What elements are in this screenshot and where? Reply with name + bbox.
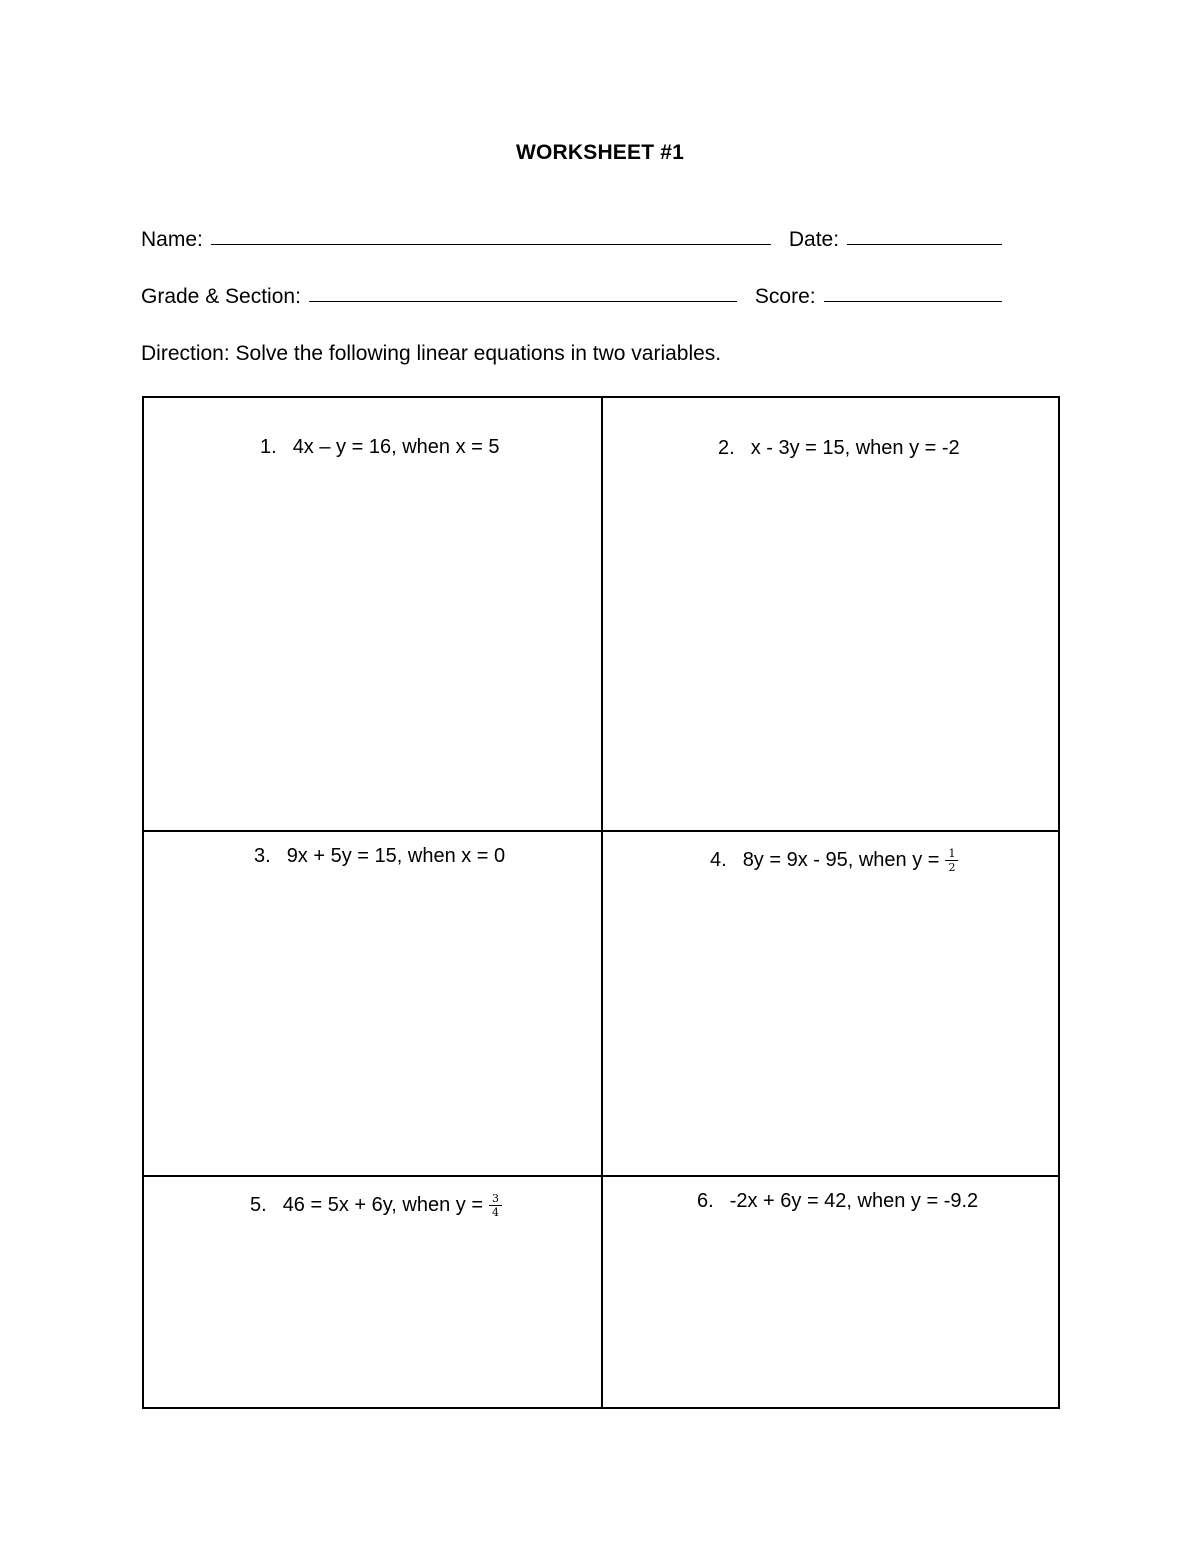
problem-equation: -2x + 6y = 42, when y = -9.2: [729, 1190, 979, 1212]
name-date-row: [141, 227, 1020, 252]
fraction: [489, 1193, 502, 1218]
problem-2: [718, 437, 960, 460]
fraction-numerator: 1: [945, 848, 958, 861]
grid-divider-horizontal-2: [144, 1175, 1058, 1177]
problem-3: [254, 845, 505, 868]
fraction: [945, 848, 958, 873]
problem-5: [250, 1193, 502, 1218]
problem-6: [697, 1190, 978, 1213]
grade-section-blank[interactable]: [309, 283, 737, 302]
date-label: Date:: [788, 228, 840, 251]
problem-number: 6.: [697, 1190, 714, 1212]
score-label: Score:: [754, 285, 816, 308]
grid-divider-vertical: [601, 398, 603, 1407]
problem-number: 3.: [254, 845, 271, 867]
problem-equation: 8y = 9x - 95, when y =: [742, 849, 940, 871]
grid-divider-horizontal-1: [144, 830, 1058, 832]
problem-grid: [142, 396, 1060, 1409]
fraction-denominator: 2: [948, 861, 956, 874]
problem-equation: 4x – y = 16, when x = 5: [292, 436, 500, 458]
problem-4: [710, 848, 958, 873]
problem-equation: x - 3y = 15, when y = -2: [750, 437, 960, 459]
problem-number: 1.: [260, 436, 277, 458]
date-blank[interactable]: [847, 226, 1002, 245]
worksheet-title: WORKSHEET #1: [515, 141, 685, 164]
problem-equation: 46 = 5x + 6y, when y =: [282, 1194, 483, 1216]
problem-number: 4.: [710, 849, 727, 871]
grade-section-label: Grade & Section:: [141, 285, 301, 308]
direction-text: Direction: Solve the following linear equations in two variables.: [141, 342, 722, 365]
score-blank[interactable]: [824, 283, 1002, 302]
problem-1: [260, 436, 499, 459]
fraction-numerator: 3: [489, 1193, 502, 1206]
grade-score-row: [141, 284, 1020, 309]
name-blank[interactable]: [211, 226, 771, 245]
fraction-denominator: 4: [492, 1206, 499, 1219]
name-label: Name:: [141, 228, 203, 251]
problem-number: 2.: [718, 437, 735, 459]
problem-equation: 9x + 5y = 15, when x = 0: [286, 845, 506, 867]
problem-number: 5.: [250, 1194, 267, 1216]
